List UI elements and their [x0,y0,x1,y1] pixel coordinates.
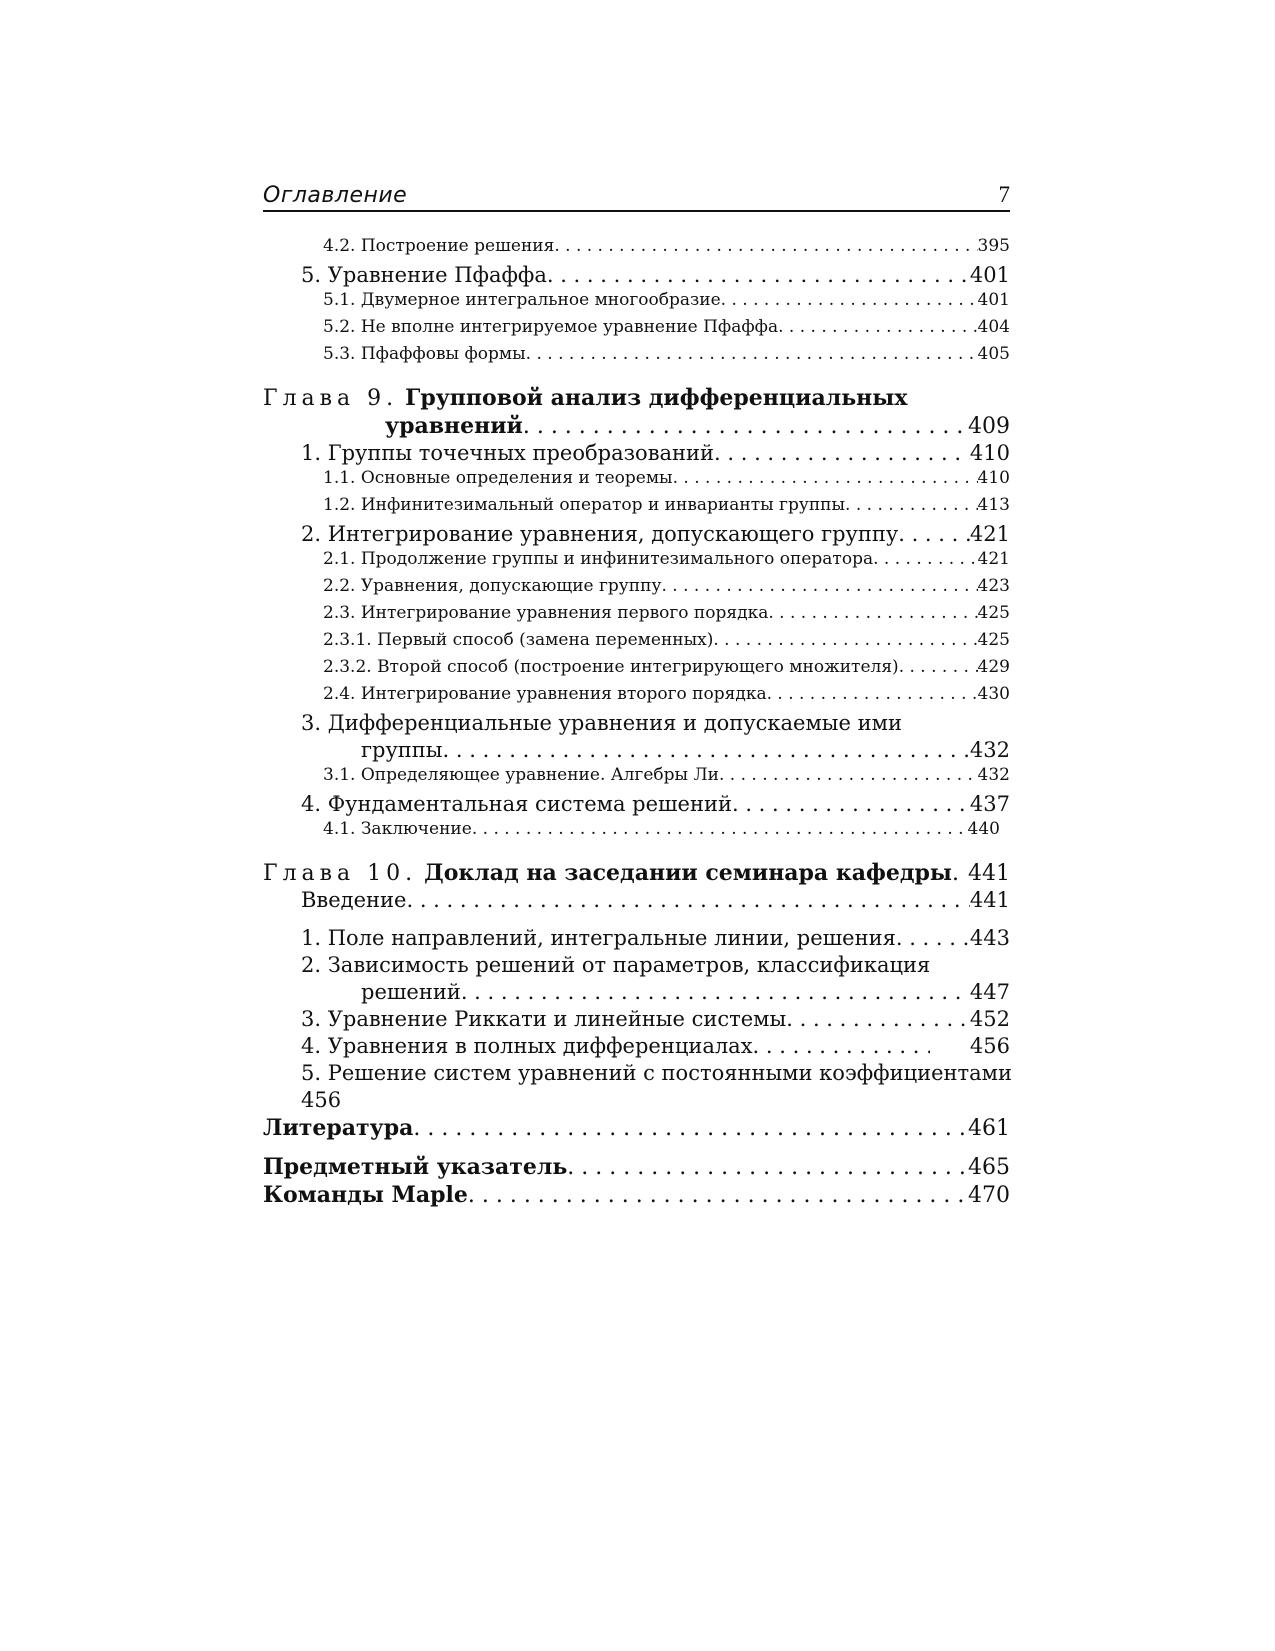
toc-entry-page: 401 [969,263,1010,287]
toc-entry-page: 461 [968,1116,1010,1141]
toc-entry-page: 421 [969,522,1010,546]
chapter-9-heading-cont[interactable] [263,413,1010,441]
toc-entry-label: 2.4. Интегрирование уравнения второго порядка [323,684,767,704]
toc-entry-label: 2. Зависимость решений от параметров, классификация [301,953,931,977]
toc-entry-cont[interactable] [263,980,1010,1007]
toc-entry-page: 440 [967,819,1000,839]
leader-dots [845,495,978,515]
chapter-title: Групповой анализ дифференциальных [405,385,908,411]
leader-dots [523,414,968,439]
leader-dots [778,317,977,337]
toc-entry-page: 395 [977,236,1010,256]
toc-entry-label: 5. Уравнение Пфаффа [301,263,547,287]
toc-entry[interactable] [263,603,1010,630]
toc-entry-label: 1. Группы точечных преобразований [301,441,715,465]
toc-entry[interactable] [263,630,1010,657]
toc-entry-label: 5.3. Пфаффовы формы [323,344,526,364]
leader-dots [526,344,978,364]
running-header [263,178,1010,212]
leader-dots [768,603,977,623]
chapter-prefix: Глава 10. [263,861,418,886]
toc-entry-label: 1.1. Основные определения и теоремы [323,468,673,488]
toc-entry-page: 401 [977,290,1010,310]
toc-entry-page: 432 [977,765,1010,785]
toc-entry-label: 4.2. Построение решения [323,236,555,256]
toc-entry-page: 423 [977,576,1010,596]
toc-entry-page-wrapped[interactable] [263,1088,1010,1115]
toc-entry-label: 5. Решение систем уравнений с постоянными коэффициентами [301,1061,1012,1085]
toc-entry-index[interactable] [263,1154,1010,1182]
toc-entry-label: 1. Поле направлений, интегральные линии, решения [301,926,896,950]
leader-dots [468,1183,968,1208]
leader-dots [413,1116,968,1141]
toc-entry[interactable] [263,1007,1010,1034]
toc-entry-literature[interactable] [263,1115,1010,1143]
toc-entry-page: 452 [969,1007,1010,1031]
toc-entry-multiline[interactable] [263,1061,1010,1088]
toc-entry-page: 465 [968,1155,1010,1180]
toc-entry-cont[interactable] [263,738,1010,765]
chapter-10-heading[interactable] [263,860,1010,888]
leader-dots [753,1034,930,1058]
leader-dots [713,630,977,650]
toc-entry-page: 429 [977,657,1010,677]
chapter-9-heading[interactable] [263,385,1010,413]
toc-entry[interactable] [263,522,1010,549]
toc-entry-label: 2.2. Уравнения, допускающие группу [323,576,662,596]
toc-entry[interactable] [263,263,1010,290]
toc-entry-page: 441 [969,888,1010,912]
toc-entry[interactable] [263,317,1010,344]
leader-dots [721,290,978,310]
toc-entry-page: 405 [977,344,1010,364]
leader-dots [567,1155,968,1180]
toc-entry-label: 2.3.2. Второй способ (построение интегрирующего множителя) [323,657,899,677]
toc-entry-page: 443 [969,926,1010,950]
leader-dots [786,1007,970,1031]
toc-entry-label: 5.1. Двумерное интегральное многообразие [323,290,721,310]
leader-dots [661,576,977,596]
toc-entry-label: 3. Дифференциальные уравнения и допускаемые ими [301,711,902,735]
leader-dots [898,522,970,546]
toc-entry-page: 432 [969,738,1010,762]
leader-dots [952,861,968,886]
toc-entry-page: 409 [968,414,1010,439]
toc-entry-label-cont: группы [361,738,443,762]
leader-dots [406,888,969,912]
toc-entry-page: 447 [969,980,1010,1004]
toc-entry-label: 4. Фундаментальная система решений [301,792,732,816]
toc-entry-label: Литература [263,1115,414,1141]
toc-entry-page: 410 [977,468,1010,488]
toc-entry-label: Предметный указатель [263,1154,568,1180]
toc-entry[interactable] [263,657,1010,684]
leader-dots [767,684,978,704]
toc-page [263,178,1010,1210]
toc-entry-multiline[interactable] [263,953,1010,980]
toc-entry-page: 410 [969,441,1010,465]
toc-entry-label-cont: решений [361,980,461,1004]
toc-entry-label: Команды Maple [263,1182,468,1208]
toc-entry-maple[interactable] [263,1182,1010,1210]
leader-dots [547,263,970,287]
leader-dots [899,657,978,677]
toc-entry-label: 5.2. Не вполне интегрируемое уравнение Пфаффа [323,317,779,337]
leader-dots [714,441,970,465]
leader-dots [873,549,977,569]
toc-entry-label: 2.3.1. Первый способ (замена переменных) [323,630,714,650]
leader-dots [896,926,970,950]
chapter-title: Доклад на заседании семинара кафедры [424,860,952,886]
toc-entry[interactable] [263,290,1010,317]
toc-entry-label: 3. Уравнение Риккати и линейные системы [301,1007,787,1031]
toc-entry[interactable] [263,344,1010,371]
toc-entry-page: 456 [301,1088,342,1112]
toc-entry[interactable] [263,765,1010,792]
leader-dots [554,236,977,256]
toc-entry[interactable] [263,236,1010,263]
toc-entry-label: 2.1. Продолжение группы и инфинитезимального оператора [323,549,874,569]
toc-entry[interactable] [263,495,1010,522]
toc-entry-label: 3.1. Определяющее уравнение. Алгебры Ли [323,765,719,785]
leader-dots [732,792,970,816]
toc-entry-page: 470 [968,1183,1010,1208]
toc-entry[interactable] [263,549,1010,576]
toc-entry-label: 1.2. Инфинитезимальный оператор и инварианты группы [323,495,846,515]
toc-entry-page: 413 [977,495,1010,515]
toc-entry-page: 437 [969,792,1010,816]
toc-entry[interactable] [263,684,1010,711]
leader-dots [443,738,970,762]
toc-entry[interactable] [263,576,1010,603]
toc-entry-label: 4.1. Заключение [323,819,472,839]
toc-entry[interactable] [263,1034,1010,1061]
toc-entry-page: 456 [969,1034,1010,1058]
toc-entry[interactable] [263,888,1010,915]
toc-entry-page: 430 [977,684,1010,704]
header-page-number: 7 [998,182,1010,207]
toc-entry-label: 4. Уравнения в полных дифференциалах [301,1034,753,1058]
toc-entry-page: 425 [977,603,1010,623]
chapter-prefix: Глава 9. [263,386,399,411]
toc-entry-page: 441 [968,861,1010,886]
toc-entry-page: 404 [977,317,1010,337]
toc-entry-page: 421 [977,549,1010,569]
table-of-contents [263,236,1010,1210]
toc-entry-label: 2.3. Интегрирование уравнения первого порядка [323,603,769,623]
toc-entry[interactable] [263,792,1010,819]
toc-entry[interactable] [263,926,1010,953]
toc-entry-page: 425 [977,630,1010,650]
toc-entry[interactable] [263,468,1010,495]
toc-entry-label: 2. Интегрирование уравнения, допускающего группу [301,522,899,546]
toc-entry-multiline[interactable] [263,711,1010,738]
chapter-title-cont: уравнений [385,413,523,439]
toc-entry[interactable] [263,441,1010,468]
leader-dots [719,765,978,785]
toc-entry-label: Введение [301,888,407,912]
leader-dots [673,468,978,488]
leader-dots [461,980,970,1004]
leader-dots [472,819,968,839]
header-title: Оглавление [263,183,408,208]
toc-entry[interactable] [263,819,1010,846]
